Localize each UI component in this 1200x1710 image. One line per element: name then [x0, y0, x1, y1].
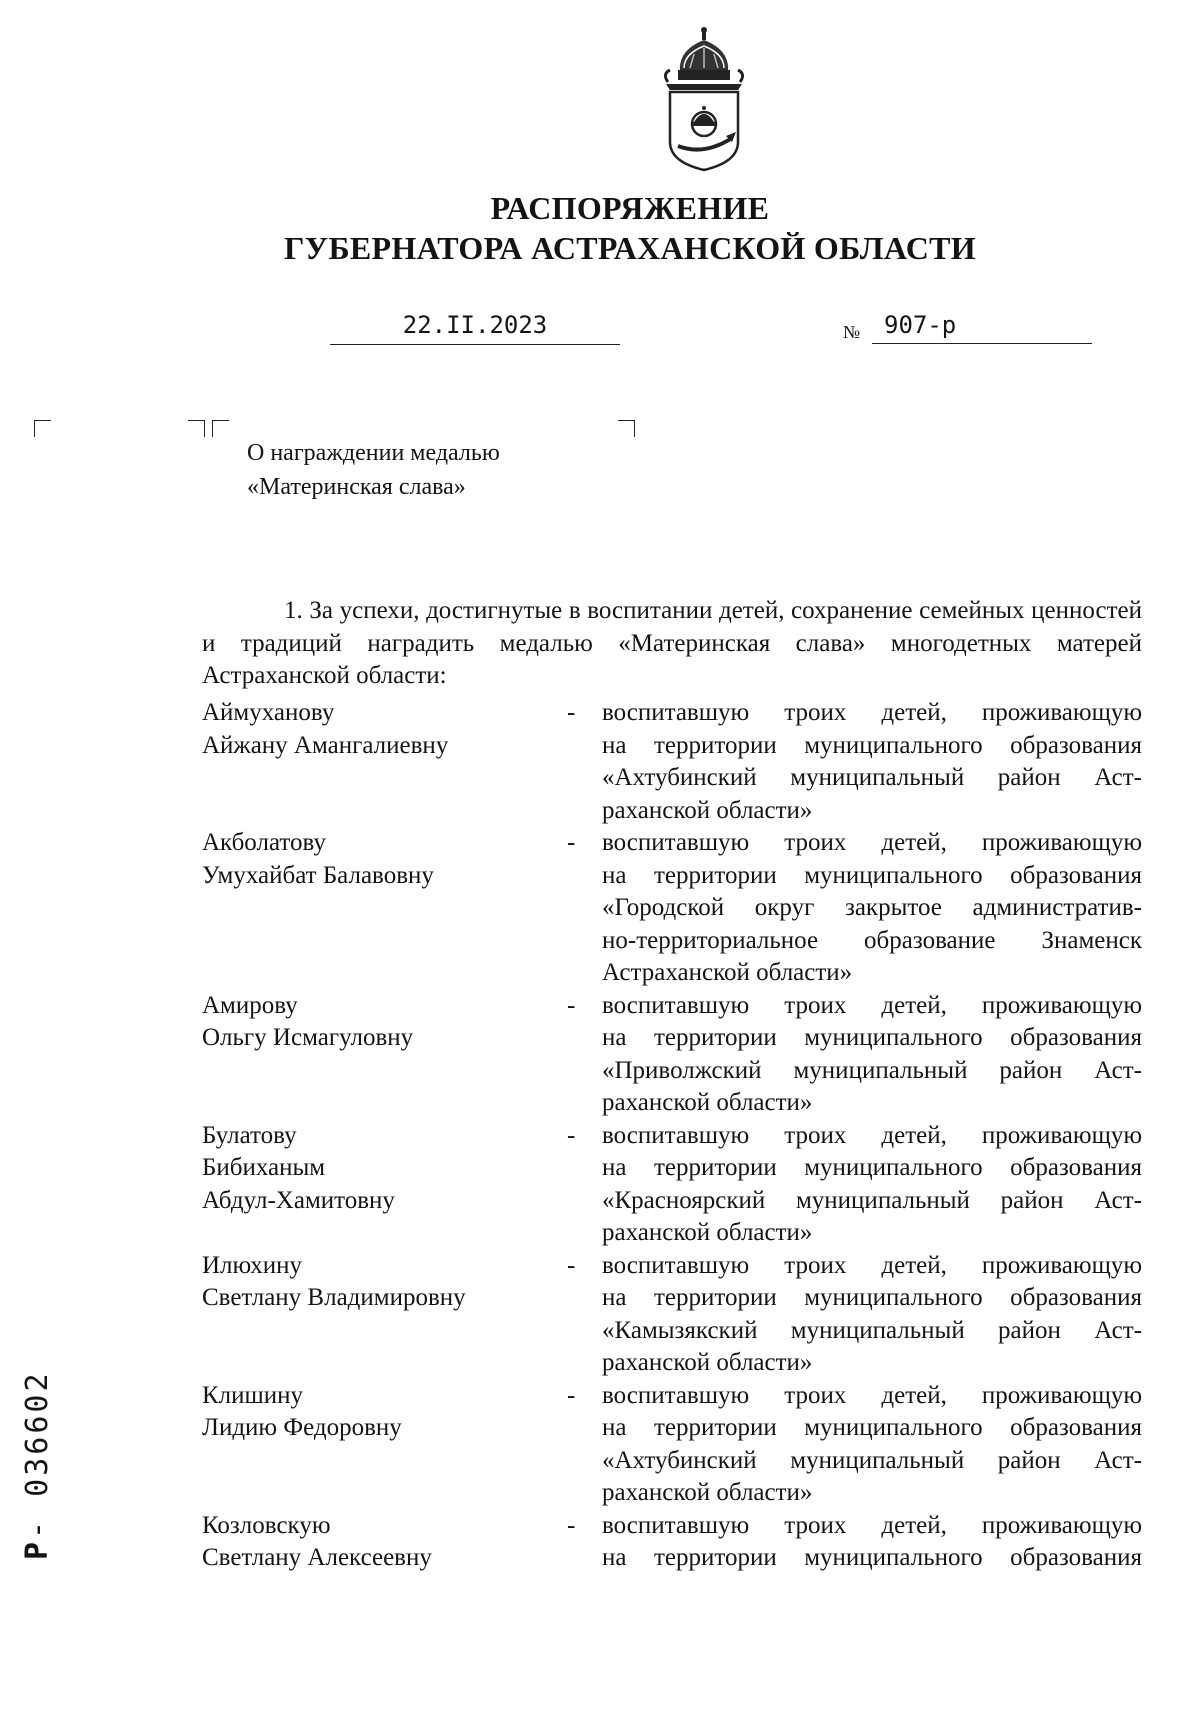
awardee-name-line: Светлану Владимировну: [202, 1284, 466, 1311]
subject-line-2: «Материнская слава»: [247, 474, 466, 500]
side-serial-number: [20, 1370, 55, 1560]
awardee-row: [202, 827, 1142, 990]
awardee-description-line: воспитавшую троих детей, проживающую: [602, 1121, 1142, 1149]
awardee-name: [202, 1380, 567, 1510]
awardee-name-line: Клишину: [202, 1381, 304, 1409]
awardee-description: [602, 1250, 1142, 1380]
awardee-name-line: Умухайбат Балавовну: [202, 861, 434, 889]
awardee-description-line: раханской области»: [602, 796, 813, 824]
awardee-description-line: раханской области»: [602, 1089, 813, 1116]
awardee-dash: -: [567, 829, 576, 856]
corner-mark: [188, 420, 205, 437]
body-paragraph: [202, 595, 1142, 693]
awardee-name-line: Бибиханым: [202, 1154, 326, 1181]
title-line-1: РАСПОРЯЖЕНИЕ: [490, 190, 770, 226]
awardee-description-line: на территории муниципального образования: [602, 1284, 1142, 1311]
awardee-description-line: «Приволжский муниципальный район Аст-: [602, 1056, 1142, 1084]
awardee-description-line: воспитавшую троих детей, проживающую: [602, 829, 1142, 856]
corner-mark: [618, 420, 635, 437]
number-sign: №: [843, 322, 861, 342]
document-title: [0, 188, 1200, 268]
awardee-name-line: Булатову: [202, 1121, 297, 1149]
coat-of-arms-emblem: [660, 24, 748, 174]
awardee-description-line: воспитавшую троих детей, проживающую: [602, 1251, 1142, 1279]
awardee-name-line: Светлану Алексеевну: [202, 1544, 432, 1571]
paragraph-1: 1. За успехи, достигнутые в воспитании детей, сохранение семейных ценностей и традиций наградить медалью «Материнская слава» многодетных матерей Астраханской области:: [202, 597, 1142, 689]
awardee-row: [202, 1120, 1142, 1250]
awardee-dash: -: [567, 1251, 576, 1279]
awardee-description: [602, 697, 1142, 827]
awardee-name-line: Амирову: [202, 991, 298, 1019]
awardee-name: [202, 1120, 567, 1250]
awardee-description-line: на территории муниципального образования: [602, 1024, 1142, 1051]
awardee-list: [202, 697, 1142, 1575]
awardee-description-line: на территории муниципального образования: [602, 1154, 1142, 1181]
awardee-row: [202, 1250, 1142, 1380]
awardee-name-line: Абдул-Хамитовну: [202, 1186, 395, 1214]
awardee-dash: -: [567, 1121, 576, 1149]
awardee-description-line: воспитавшую троих детей, проживающую: [602, 991, 1142, 1019]
awardee-name-line: Акболатову: [202, 829, 326, 856]
awardee-dash: -: [567, 1381, 576, 1409]
subject-line-1: О награждении медалью: [247, 440, 500, 466]
awardee-description-line: воспитавшую троих детей, проживающую: [602, 1381, 1142, 1409]
awardee-description-line: на территории муниципального образования: [602, 1414, 1142, 1441]
awardee-description-line: «Ахтубинский муниципальный район Аст-: [602, 1446, 1142, 1474]
awardee-dash: -: [567, 699, 576, 726]
serial-prefix: Р: [20, 1538, 55, 1560]
awardee-description-line: воспитавшую троих детей, проживающую: [602, 699, 1142, 726]
title-line-2: ГУБЕРНАТОРА АСТРАХАНСКОЙ ОБЛАСТИ: [284, 230, 976, 266]
awardee-description-line: раханской области»: [602, 1479, 813, 1506]
document-number: 907-р: [872, 308, 1092, 344]
corner-mark: [212, 420, 229, 437]
awardee-name: [202, 990, 567, 1120]
awardee-description: [602, 1120, 1142, 1250]
document-date: 22.II.2023: [330, 308, 620, 345]
awardee-name-line: Айжану Амангалиевну: [202, 731, 449, 759]
awardee-description-line: на территории муниципального образования: [602, 861, 1142, 889]
awardee-description: [602, 1510, 1142, 1575]
awardee-description-line: на территории муниципального образования: [602, 1544, 1142, 1571]
awardee-name: [202, 827, 567, 990]
awardee-description: [602, 990, 1142, 1120]
awardee-name-line: Аймуханову: [202, 699, 335, 726]
awardee-dash: -: [567, 991, 576, 1019]
awardee-row: [202, 1510, 1142, 1575]
document-subject: [247, 436, 500, 504]
awardee-description-line: раханской области»: [602, 1219, 813, 1246]
awardee-dash: -: [567, 1511, 576, 1539]
awardee-description-line: «Камызякский муниципальный район Аст-: [602, 1316, 1142, 1344]
awardee-name-line: Козловскую: [202, 1511, 331, 1539]
serial-number: - 036602: [20, 1370, 55, 1539]
awardee-description: [602, 1380, 1142, 1510]
awardee-description-line: Астраханской области»: [602, 959, 853, 986]
awardee-name: [202, 1250, 567, 1380]
awardee-name-line: Ольгу Исмагуловну: [202, 1024, 414, 1051]
awardee-description-line: «Ахтубинский муниципальный район Аст-: [602, 764, 1142, 791]
awardee-name-line: Лидию Федоровну: [202, 1414, 402, 1441]
awardee-description-line: «Городской округ закрытое административ-: [602, 894, 1142, 921]
awardee-description-line: воспитавшую троих детей, проживающую: [602, 1511, 1142, 1539]
awardee-description-line: «Красноярский муниципальный район Аст-: [602, 1186, 1142, 1214]
awardee-row: [202, 990, 1142, 1120]
awardee-row: [202, 697, 1142, 827]
awardee-name: [202, 697, 567, 827]
corner-mark: [34, 420, 51, 437]
awardee-description: [602, 827, 1142, 990]
awardee-name: [202, 1510, 567, 1575]
awardee-description-line: на территории муниципального образования: [602, 731, 1142, 759]
awardee-description-line: раханской области»: [602, 1349, 813, 1376]
awardee-description-line: но-территориальное образование Знаменск: [602, 926, 1142, 954]
awardee-row: [202, 1380, 1142, 1510]
awardee-name-line: Илюхину: [202, 1251, 302, 1279]
